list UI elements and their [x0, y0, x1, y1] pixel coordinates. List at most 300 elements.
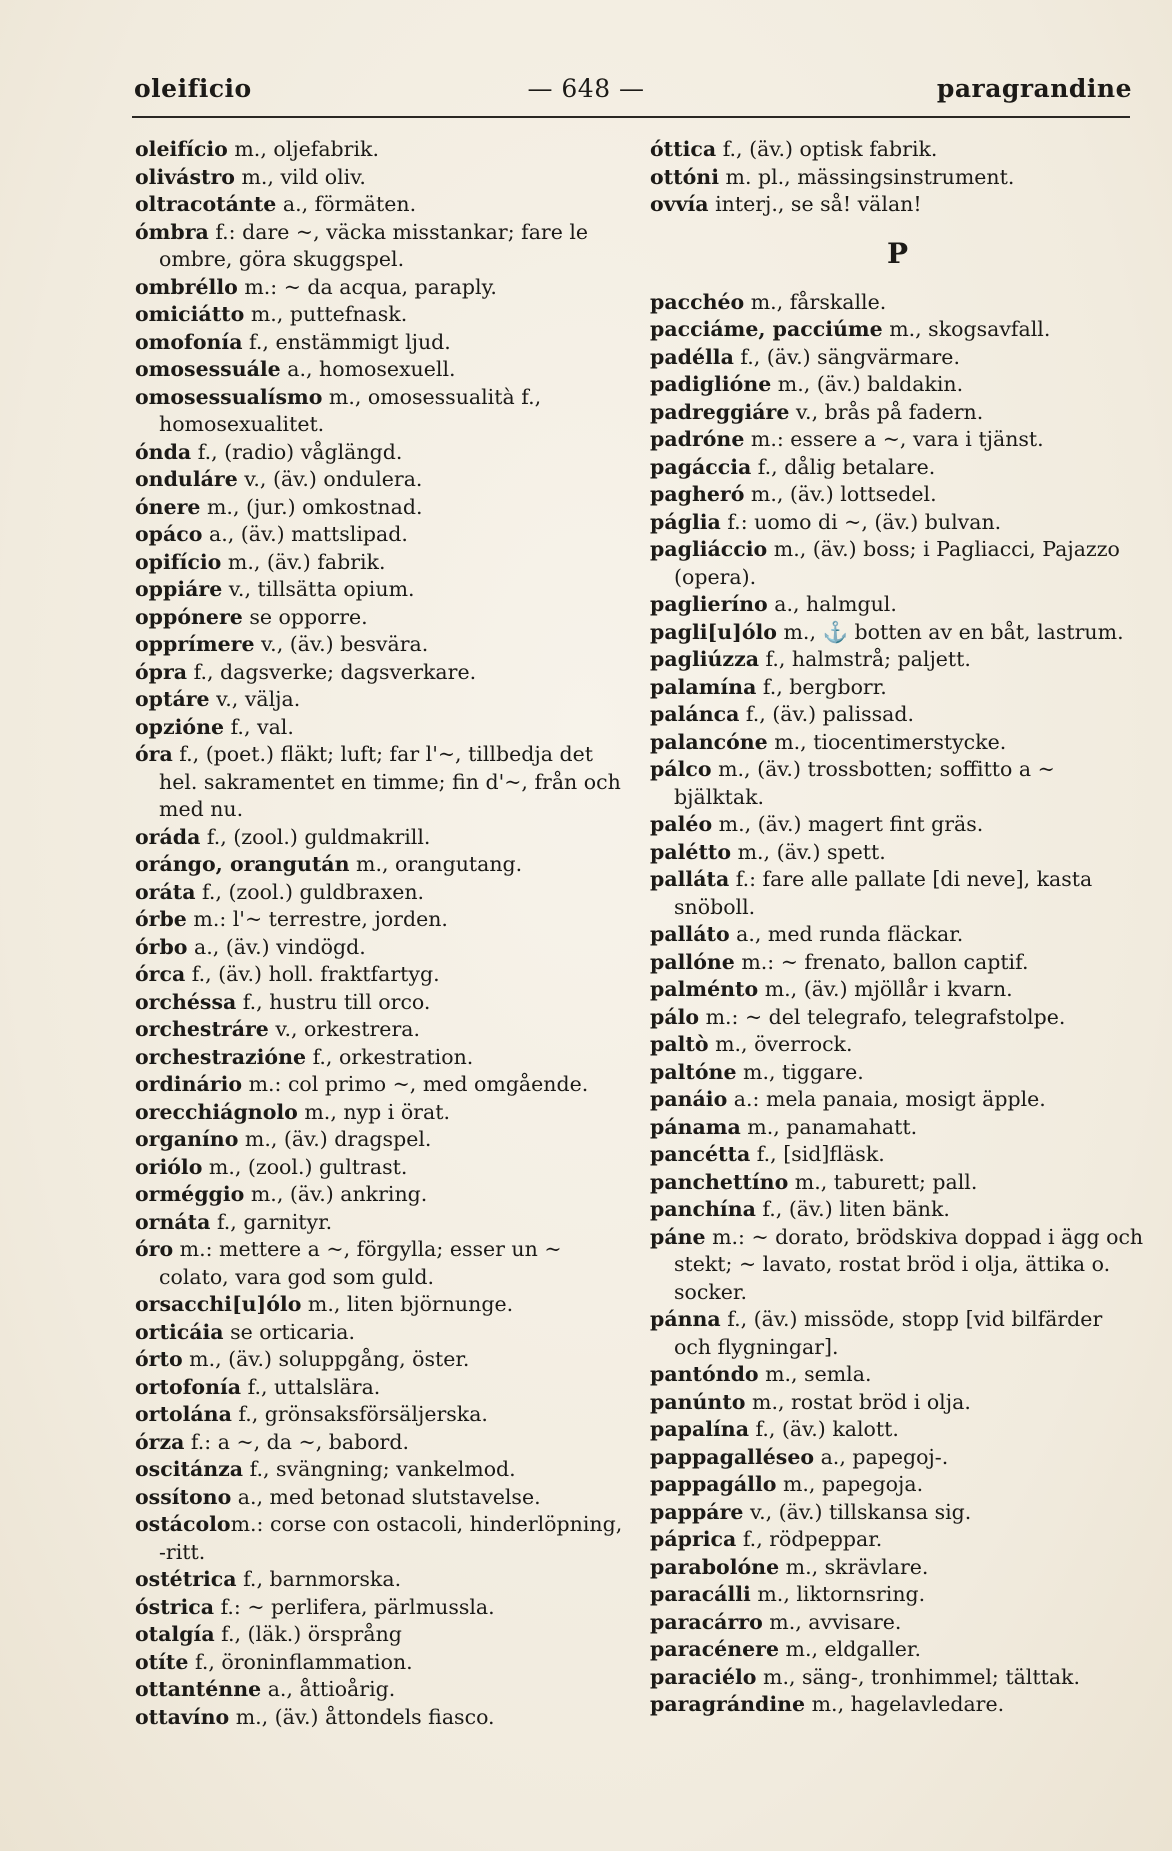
- entry-definition: m., (zool.) gultrast.: [202, 1154, 408, 1179]
- entry-definition: m.: essere a ~, vara i tjänst.: [744, 427, 1044, 451]
- dictionary-entry: [135, 1429, 625, 1457]
- entry-definition: m.: col primo ~, med omgående.: [242, 1072, 589, 1096]
- dictionary-entry: [135, 1181, 625, 1209]
- entry-definition: m., hagelavledare.: [805, 1692, 1005, 1716]
- dictionary-entry: [135, 1291, 625, 1319]
- dictionary-entry: [650, 619, 1145, 647]
- entry-headword: pacchéo: [650, 289, 745, 314]
- entry-headword: ostétrica: [135, 1567, 237, 1591]
- entry-definition: f., (äv.) sängvärmare.: [733, 344, 960, 369]
- entry-definition: f., dagsverke; dagsverkare.: [187, 659, 477, 684]
- entry-definition: m. pl., mässingsinstrument.: [718, 164, 1015, 189]
- entry-headword: ortolána: [135, 1402, 232, 1426]
- entry-headword: ottóni: [650, 164, 719, 189]
- dictionary-entry: [135, 1511, 625, 1566]
- entry-headword: padróne: [650, 427, 745, 451]
- entry-headword: oppiáre: [135, 577, 223, 601]
- entry-definition: m., (äv.) baldakin.: [771, 372, 964, 396]
- entry-definition: f., enstämmigt ljud.: [242, 329, 451, 354]
- running-head-left: oleificio: [134, 74, 252, 103]
- entry-definition: f.: dare ~, väcka misstankar; fare le ombre, göra skuggspel.: [159, 219, 589, 271]
- left-column: [135, 136, 625, 1731]
- entry-definition: m.: mettere a ~, förgylla; esser un ~ colato, vara god som guld.: [159, 1237, 562, 1289]
- dictionary-entry: [650, 1691, 1145, 1719]
- entry-definition: m., (äv.) åttondels fiasco.: [229, 1704, 495, 1729]
- dictionary-entry: [135, 824, 625, 852]
- dictionary-entry: [650, 1141, 1145, 1169]
- entry-definition: m., ⚓ botten av en båt, lastrum.: [776, 619, 1124, 644]
- entry-headword: paraciélo: [650, 1664, 757, 1689]
- entry-headword: ópra: [135, 659, 188, 684]
- entry-definition: m., avvisare.: [762, 1609, 902, 1634]
- entry-definition: f., (poet.) fläkt; luft; far l'~, tillbedja det hel. sakramentet en timme; fin d'~, från och med nu.: [159, 742, 621, 821]
- entry-definition: m., papegoja.: [776, 1472, 924, 1496]
- dictionary-entry: [135, 1704, 625, 1732]
- entry-headword: palláta: [650, 867, 730, 891]
- entry-headword: pantóndo: [650, 1362, 759, 1386]
- dictionary-entry: [650, 1361, 1145, 1389]
- entry-definition: m., (äv.) spett.: [731, 839, 886, 864]
- dictionary-entry: [650, 921, 1145, 949]
- entry-headword: ovvía: [650, 192, 709, 216]
- entry-definition: m., säng-, tronhimmel; tälttak.: [756, 1664, 1080, 1689]
- dictionary-entry: [135, 136, 625, 164]
- entry-definition: f., rödpeppar.: [736, 1527, 883, 1551]
- dictionary-entry: [135, 439, 625, 467]
- dictionary-entry: [650, 426, 1145, 454]
- entry-definition: f.: uomo di ~, (äv.) bulvan.: [720, 509, 1002, 534]
- dictionary-entry: [135, 1154, 625, 1182]
- dictionary-entry: [135, 219, 625, 274]
- entry-headword: órbe: [135, 907, 187, 931]
- dictionary-entry: [650, 344, 1145, 372]
- dictionary-entry: [650, 674, 1145, 702]
- entry-headword: oltracotánte: [135, 192, 277, 216]
- entry-definition: f., svängning; vankelmod.: [243, 1457, 516, 1481]
- entry-definition: m., semla.: [758, 1362, 872, 1386]
- dictionary-entry: [650, 164, 1145, 192]
- entry-headword: oriólo: [135, 1154, 203, 1179]
- entry-headword: ónere: [135, 494, 201, 519]
- dictionary-entry: [650, 136, 1145, 164]
- entry-definition: v., (äv.) tillskansa sig.: [743, 1499, 972, 1524]
- entry-headword: óstrica: [135, 1594, 215, 1619]
- dictionary-entry: [650, 454, 1145, 482]
- entry-definition: m., (äv.) ankring.: [244, 1182, 428, 1206]
- dictionary-entry: [650, 1031, 1145, 1059]
- dictionary-entry: [650, 1581, 1145, 1609]
- entry-headword: páglia: [650, 509, 721, 534]
- dictionary-entry: [135, 934, 625, 962]
- dictionary-entry: [650, 536, 1145, 591]
- entry-definition: m., liktornsring.: [750, 1582, 926, 1606]
- page-number: — 648 —: [527, 74, 645, 103]
- entry-headword: páne: [650, 1224, 706, 1249]
- entry-definition: m.: ~ del telegrafo, telegrafstolpe.: [699, 1004, 1066, 1029]
- dictionary-entry: [135, 1401, 625, 1429]
- dictionary-entry: [650, 1609, 1145, 1637]
- entry-headword: olivástro: [135, 164, 235, 189]
- entry-headword: páprica: [650, 1527, 737, 1551]
- dictionary-entry: [135, 851, 625, 879]
- entry-headword: paracárro: [650, 1609, 763, 1634]
- entry-headword: palláto: [650, 922, 730, 946]
- dictionary-entry: [650, 1664, 1145, 1692]
- dictionary-entry: [650, 1554, 1145, 1582]
- entry-headword: optáre: [135, 687, 210, 711]
- entry-definition: se opporre.: [242, 604, 368, 629]
- dictionary-entry: [135, 1566, 625, 1594]
- dictionary-entry: [650, 1471, 1145, 1499]
- entry-headword: pappagállo: [650, 1472, 777, 1496]
- entry-headword: orchéssa: [135, 989, 237, 1014]
- entry-headword: óro: [135, 1237, 174, 1261]
- dictionary-entry: [135, 191, 625, 219]
- entry-definition: f., (zool.) guldmakrill.: [200, 824, 431, 849]
- entry-headword: paracálli: [650, 1582, 751, 1606]
- entry-headword: opprímere: [135, 632, 255, 656]
- dictionary-entry: [650, 756, 1145, 811]
- dictionary-entry: [650, 1004, 1145, 1032]
- dictionary-entry: [135, 164, 625, 192]
- dictionary-entry: [650, 1389, 1145, 1417]
- entry-headword: oráda: [135, 824, 201, 849]
- entry-definition: m., eldgaller.: [779, 1637, 921, 1661]
- entry-headword: organíno: [135, 1127, 239, 1151]
- entry-definition: m., (äv.) soluppgång, öster.: [182, 1347, 470, 1371]
- dictionary-entry: [135, 301, 625, 329]
- dictionary-entry: [135, 466, 625, 494]
- dictionary-entry: [650, 371, 1145, 399]
- entry-headword: padiglióne: [650, 372, 772, 396]
- entry-definition: m., puttefnask.: [244, 302, 408, 326]
- entry-definition: m., taburett; pall.: [788, 1169, 978, 1194]
- entry-definition: m., (äv.) magert fint gräs.: [712, 812, 984, 836]
- entry-definition: f., val.: [224, 714, 294, 739]
- dictionary-entry: [135, 1484, 625, 1512]
- entry-definition: m., tiocentimerstycke.: [767, 729, 1007, 754]
- entry-definition: f., hustru till orco.: [236, 989, 431, 1014]
- dictionary-entry: [135, 714, 625, 742]
- dictionary-entry: [135, 1676, 625, 1704]
- entry-headword: orchestráre: [135, 1017, 269, 1041]
- dictionary-entry: [135, 1319, 625, 1347]
- entry-headword: ortofonía: [135, 1374, 242, 1399]
- entry-headword: orméggio: [135, 1182, 245, 1206]
- dictionary-entry: [650, 976, 1145, 1004]
- entry-headword: omofonía: [135, 329, 243, 354]
- entry-headword: pappagalléseo: [650, 1444, 815, 1469]
- entry-definition: a., förmäten.: [276, 192, 417, 216]
- entry-headword: pálco: [650, 757, 712, 781]
- right-column: [650, 136, 1145, 1719]
- right-column-top-entries: [650, 136, 1145, 219]
- entry-headword: oleifício: [135, 137, 228, 161]
- dictionary-entry: [135, 1374, 625, 1402]
- dictionary-entry: [135, 1594, 625, 1622]
- entry-headword: oppónere: [135, 604, 243, 629]
- entry-definition: m.: ~ dorato, brödskiva doppad i ägg och stekt; ~ lavato, rostat bröd i olja, ättika o. socker.: [674, 1224, 1144, 1304]
- entry-headword: otíte: [135, 1649, 189, 1674]
- dictionary-entry: [650, 729, 1145, 757]
- entry-headword: ordinário: [135, 1072, 243, 1096]
- entry-headword: paléo: [650, 812, 713, 836]
- entry-definition: a., halmgul.: [767, 592, 897, 616]
- dictionary-entry: [135, 576, 625, 604]
- entry-headword: palamína: [650, 674, 757, 699]
- entry-headword: orticáia: [135, 1319, 224, 1344]
- entry-headword: paglieríno: [650, 592, 768, 616]
- entry-definition: m., överrock.: [708, 1032, 853, 1056]
- entry-definition: m., orangutang.: [349, 852, 523, 876]
- entry-definition: m., (äv.) trossbotten; soffitto a ~ bjälktak.: [674, 757, 1055, 809]
- dictionary-entry: [135, 686, 625, 714]
- entry-definition: f., bergborr.: [756, 674, 887, 699]
- dictionary-entry: [650, 1444, 1145, 1472]
- dictionary-entry: [650, 591, 1145, 619]
- entry-headword: otalgía: [135, 1622, 215, 1646]
- entry-definition: m., (äv.) boss; i Pagliacci, Pajazzo (opera).: [674, 537, 1120, 589]
- dictionary-entry: [135, 1071, 625, 1099]
- dictionary-entry: [650, 1059, 1145, 1087]
- dictionary-entry: [650, 481, 1145, 509]
- dictionary-entry: [650, 1224, 1145, 1307]
- dictionary-entry: [650, 1306, 1145, 1361]
- entry-headword: palétto: [650, 839, 732, 864]
- dictionary-entry: [135, 879, 625, 907]
- entry-headword: orsacchi[u]ólo: [135, 1292, 302, 1316]
- dictionary-entry: [135, 274, 625, 302]
- entry-headword: pallóne: [650, 949, 735, 974]
- entry-headword: paragrándine: [650, 1692, 806, 1716]
- entry-definition: f., (äv.) liten bänk.: [755, 1197, 950, 1221]
- dictionary-entry: [650, 289, 1145, 317]
- entry-headword: pagliúzza: [650, 647, 759, 671]
- dictionary-entry: [135, 549, 625, 577]
- entry-headword: pálo: [650, 1004, 700, 1029]
- entry-headword: palancóne: [650, 729, 768, 754]
- entry-definition: f., orkestration.: [306, 1044, 474, 1069]
- entry-definition: m., fårskalle.: [744, 289, 887, 314]
- entry-definition: f., [sid]fläsk.: [750, 1142, 885, 1166]
- entry-definition: f., (äv.) kalott.: [749, 1417, 899, 1441]
- entry-definition: f., (äv.) missöde, stopp [vid bilfärder och flygningar].: [674, 1307, 1103, 1359]
- entry-headword: pancétta: [650, 1142, 751, 1166]
- entry-definition: m.: corse con ostacoli, hinderlöpning, -ritt.: [159, 1512, 623, 1564]
- entry-headword: omosessuále: [135, 357, 281, 381]
- entry-definition: v., välja.: [209, 687, 301, 711]
- dictionary-entry: [135, 961, 625, 989]
- entry-headword: palánca: [650, 702, 740, 726]
- entry-definition: v., orkestrera.: [268, 1017, 420, 1041]
- entry-definition: m., (äv.) mjöllår i kvarn.: [758, 977, 1013, 1001]
- entry-headword: ostácolo: [135, 1512, 231, 1536]
- entry-definition: a.: mela panaia, mosigt äpple.: [727, 1087, 1046, 1111]
- entry-headword: papalína: [650, 1417, 749, 1441]
- dictionary-entry: [135, 631, 625, 659]
- dictionary-entry: [650, 1416, 1145, 1444]
- dictionary-entry: [135, 1044, 625, 1072]
- dictionary-entry: [650, 1169, 1145, 1197]
- header-rule: [132, 116, 1130, 118]
- entry-headword: panchettíno: [650, 1169, 789, 1194]
- entry-headword: panáio: [650, 1087, 728, 1111]
- entry-headword: órza: [135, 1429, 185, 1454]
- dictionary-entry: [650, 316, 1145, 344]
- entry-definition: m., tiggare.: [736, 1059, 864, 1084]
- entry-headword: padreggiáre: [650, 399, 790, 424]
- dictionary-entry: [650, 811, 1145, 839]
- entry-definition: m., oljefabrik.: [227, 137, 379, 161]
- entry-headword: ornáta: [135, 1209, 211, 1234]
- entry-definition: a., (äv.) mattslipad.: [202, 522, 408, 546]
- entry-definition: m.: l'~ terrestre, jorden.: [186, 907, 448, 931]
- dictionary-entry: [135, 741, 625, 824]
- entry-definition: m., liten björnunge.: [301, 1292, 514, 1316]
- entry-definition: m., skogsavfall.: [882, 317, 1051, 341]
- entry-headword: paracénere: [650, 1637, 780, 1661]
- entry-headword: pappáre: [650, 1499, 744, 1524]
- dictionary-entry: [650, 839, 1145, 867]
- entry-headword: pagheró: [650, 482, 745, 506]
- entry-definition: a., med runda fläckar.: [729, 922, 964, 946]
- entry-definition: f., (äv.) palissad.: [739, 702, 915, 726]
- entry-definition: m., panamahatt.: [740, 1114, 918, 1139]
- dictionary-entry: [650, 1526, 1145, 1554]
- entry-headword: órca: [135, 962, 186, 986]
- running-head-right: paragrandine: [936, 74, 1132, 103]
- entry-definition: f., barnmorska.: [236, 1567, 402, 1591]
- entry-definition: f., (äv.) holl. fraktfartyg.: [185, 962, 440, 986]
- entry-definition: interj., se så! välan!: [708, 192, 922, 216]
- entry-definition: a., åttioårig.: [261, 1677, 396, 1701]
- entry-definition: f.: fare alle pallate [di neve], kasta snöboll.: [674, 867, 1093, 919]
- dictionary-entry: [135, 1346, 625, 1374]
- entry-definition: a., med betonad slutstavelse.: [231, 1484, 541, 1509]
- dictionary-entry: [135, 1209, 625, 1237]
- entry-headword: orchestrazióne: [135, 1044, 307, 1069]
- dictionary-entry: [135, 604, 625, 632]
- dictionary-entry: [650, 701, 1145, 729]
- entry-headword: orángo, orangután: [135, 852, 350, 876]
- dictionary-entry: [135, 384, 625, 439]
- entry-definition: a., homosexuell.: [280, 357, 456, 381]
- entry-definition: f., garnityr.: [210, 1209, 333, 1234]
- entry-definition: m., vild oliv.: [234, 164, 366, 189]
- entry-headword: padélla: [650, 344, 734, 369]
- dictionary-entry: [135, 906, 625, 934]
- dictionary-entry: [650, 949, 1145, 977]
- entry-headword: ottavíno: [135, 1704, 230, 1729]
- dictionary-entry: [650, 866, 1145, 921]
- entry-headword: paltò: [650, 1032, 709, 1056]
- entry-definition: f., öroninflammation.: [188, 1649, 413, 1674]
- entry-definition: f., grönsaksförsäljerska.: [231, 1402, 488, 1426]
- dictionary-entry: [135, 1016, 625, 1044]
- entry-definition: f., uttalslära.: [241, 1374, 381, 1399]
- entry-definition: se orticaria.: [223, 1319, 355, 1344]
- dictionary-entry: [650, 399, 1145, 427]
- entry-definition: f.: ~ perlifera, pärlmussla.: [214, 1594, 495, 1619]
- dictionary-entry: [650, 191, 1145, 219]
- right-column-entries: [650, 289, 1145, 1719]
- dictionary-entry: [135, 521, 625, 549]
- entry-definition: a., papegoj-.: [814, 1444, 949, 1469]
- entry-definition: f., (zool.) guldbraxen.: [195, 879, 425, 904]
- entry-definition: f., (äv.) optisk fabrik.: [716, 137, 938, 161]
- entry-definition: v., brås på fadern.: [789, 399, 984, 424]
- entry-headword: opzióne: [135, 714, 225, 739]
- entry-definition: m., rostat bröd i olja.: [745, 1389, 971, 1414]
- entry-headword: oráta: [135, 879, 196, 904]
- entry-headword: pacciáme, pacciúme: [650, 317, 883, 341]
- entry-definition: m., (äv.) lottsedel.: [744, 482, 937, 506]
- dictionary-entry: [135, 1456, 625, 1484]
- entry-headword: óttica: [650, 137, 717, 161]
- entry-headword: pagliáccio: [650, 537, 768, 561]
- entry-definition: f., halmstrå; paljett.: [759, 647, 971, 671]
- section-letter: P: [886, 236, 909, 270]
- entry-headword: ombréllo: [135, 274, 238, 299]
- entry-headword: omiciátto: [135, 302, 245, 326]
- entry-headword: panchína: [650, 1197, 756, 1221]
- entry-definition: f.: a ~, da ~, babord.: [184, 1429, 409, 1454]
- dictionary-entry: [135, 989, 625, 1017]
- dictionary-entry: [650, 1114, 1145, 1142]
- entry-headword: palménto: [650, 977, 759, 1001]
- dictionary-entry: [650, 509, 1145, 537]
- dictionary-entry: [650, 1086, 1145, 1114]
- dictionary-entry: [135, 659, 625, 687]
- entry-definition: m., skrävlare.: [779, 1554, 929, 1579]
- entry-definition: f., dålig betalare.: [751, 454, 936, 479]
- dictionary-entry: [650, 1499, 1145, 1527]
- entry-definition: m., nyp i örat.: [297, 1099, 450, 1124]
- dictionary-entry: [650, 1196, 1145, 1224]
- entry-headword: oscitánza: [135, 1457, 244, 1481]
- dictionary-entry: [650, 646, 1145, 674]
- entry-headword: opifício: [135, 549, 222, 574]
- entry-headword: pánama: [650, 1114, 741, 1139]
- entry-definition: v., tillsätta opium.: [222, 577, 415, 601]
- entry-headword: opáco: [135, 522, 203, 546]
- entry-headword: ossítono: [135, 1484, 232, 1509]
- entry-definition: m., (äv.) fabrik.: [221, 549, 386, 574]
- entry-headword: óra: [135, 742, 173, 766]
- dictionary-entry: [135, 1126, 625, 1154]
- dictionary-entry: [135, 356, 625, 384]
- entry-headword: ottanténne: [135, 1677, 262, 1701]
- dictionary-entry: [135, 494, 625, 522]
- entry-headword: órto: [135, 1347, 183, 1371]
- entry-definition: m., (jur.) omkostnad.: [200, 494, 423, 519]
- dictionary-entry: [135, 1649, 625, 1677]
- entry-definition: a., (äv.) vindögd.: [187, 934, 366, 959]
- dictionary-entry: [135, 1621, 625, 1649]
- entry-definition: f., (läk.) örsprång: [214, 1622, 402, 1646]
- entry-headword: pagli[u]ólo: [650, 619, 777, 644]
- entry-headword: panúnto: [650, 1389, 746, 1414]
- dictionary-entry: [135, 1236, 625, 1291]
- entry-headword: órbo: [135, 934, 188, 959]
- entry-headword: ómbra: [135, 219, 209, 244]
- entry-headword: ónda: [135, 439, 192, 464]
- dictionary-entry: [135, 329, 625, 357]
- entry-definition: m.: ~ da acqua, paraply.: [237, 274, 497, 299]
- entry-definition: v., (äv.) ondulera.: [237, 467, 423, 491]
- entry-headword: paltóne: [650, 1059, 737, 1084]
- entry-definition: f., (radio) våglängd.: [191, 439, 403, 464]
